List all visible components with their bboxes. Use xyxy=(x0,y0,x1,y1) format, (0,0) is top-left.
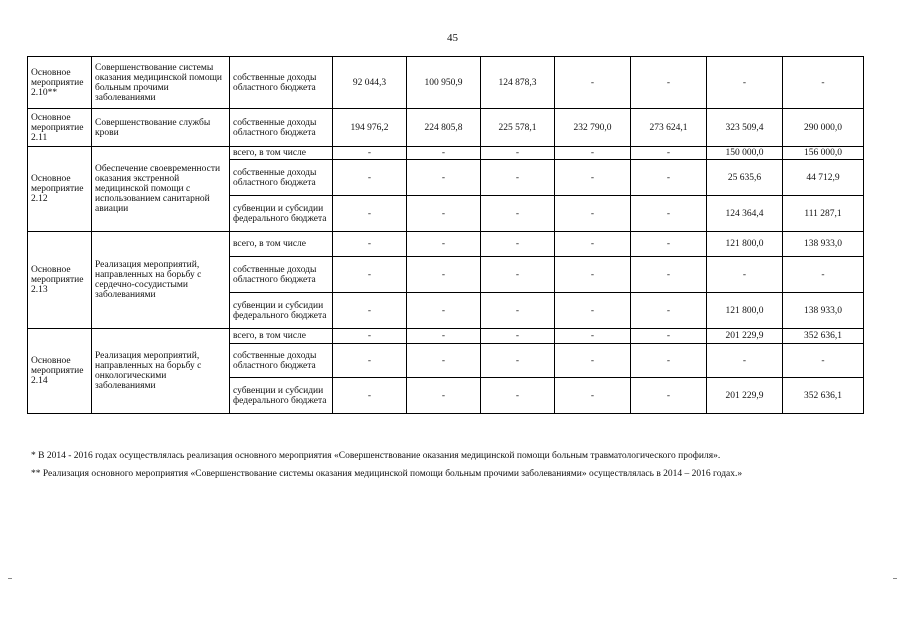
value-cell: - xyxy=(481,257,555,293)
table-row xyxy=(28,147,864,160)
scan-mark-left xyxy=(8,578,12,579)
measure-code: Основное мероприятие 2.12 xyxy=(28,147,92,232)
value-cell: - xyxy=(555,147,631,160)
funding-source: собственные доходы областного бюджета xyxy=(230,257,333,293)
value-cell: 225 578,1 xyxy=(481,109,555,147)
value-cell: - xyxy=(631,257,707,293)
value-cell: 201 229,9 xyxy=(707,329,783,344)
value-cell: - xyxy=(333,329,407,344)
value-cell: - xyxy=(481,378,555,414)
measure-code: Основное мероприятие 2.10** xyxy=(28,57,92,109)
funding-source: субвенции и субсидии федерального бюджета xyxy=(230,293,333,329)
measure-code: Основное мероприятие 2.14 xyxy=(28,329,92,414)
value-cell: 111 287,1 xyxy=(783,196,864,232)
value-cell: 92 044,3 xyxy=(333,57,407,109)
value-cell: - xyxy=(631,378,707,414)
value-cell: - xyxy=(631,329,707,344)
table-row xyxy=(28,57,864,109)
value-cell: - xyxy=(407,344,481,378)
page-number: 45 xyxy=(447,32,458,44)
measure-name: Совершенствование системы оказания медицинской помощи больным прочими заболеваниями xyxy=(92,57,230,109)
value-cell: 224 805,8 xyxy=(407,109,481,147)
value-cell: - xyxy=(407,329,481,344)
value-cell: - xyxy=(481,232,555,257)
footnote: * В 2014 - 2016 годах осуществлялась реализация основного мероприятия «Совершенствование оказания медицинской помощи больным травматологического профиля». xyxy=(31,451,721,461)
footnote: ** Реализация основного мероприятия «Совершенствование системы оказания медицинской помощи больным прочими заболеваниями» осуществлялась в 2014 – 2016 годах.» xyxy=(31,469,743,479)
value-cell: - xyxy=(407,196,481,232)
budget-table xyxy=(27,56,864,414)
funding-source: субвенции и субсидии федерального бюджета xyxy=(230,378,333,414)
value-cell: - xyxy=(555,378,631,414)
value-cell: 352 636,1 xyxy=(783,378,864,414)
value-cell: - xyxy=(407,160,481,196)
value-cell: - xyxy=(333,293,407,329)
value-cell: - xyxy=(555,329,631,344)
value-cell: - xyxy=(707,344,783,378)
value-cell: - xyxy=(707,57,783,109)
table-row xyxy=(28,329,864,344)
value-cell: - xyxy=(333,257,407,293)
value-cell: 290 000,0 xyxy=(783,109,864,147)
measure-name: Обеспечение своевременности оказания экстренной медицинской помощи с использованием санитарной авиации xyxy=(92,147,230,232)
value-cell: - xyxy=(333,160,407,196)
footnotes xyxy=(31,450,871,486)
value-cell: - xyxy=(707,257,783,293)
value-cell: 150 000,0 xyxy=(707,147,783,160)
value-cell: - xyxy=(333,378,407,414)
measure-name: Реализация мероприятий, направленных на борьбу с сердечно-сосудистыми заболеваниями xyxy=(92,232,230,329)
value-cell: 273 624,1 xyxy=(631,109,707,147)
value-cell: - xyxy=(481,147,555,160)
value-cell: 124 364,4 xyxy=(707,196,783,232)
value-cell: 121 800,0 xyxy=(707,232,783,257)
value-cell: 201 229,9 xyxy=(707,378,783,414)
funding-source: субвенции и субсидии федерального бюджета xyxy=(230,196,333,232)
measure-code: Основное мероприятие 2.13 xyxy=(28,232,92,329)
value-cell: 232 790,0 xyxy=(555,109,631,147)
value-cell: - xyxy=(631,147,707,160)
funding-source: собственные доходы областного бюджета xyxy=(230,160,333,196)
scan-mark-right xyxy=(893,578,897,579)
funding-source: всего, в том числе xyxy=(230,329,333,344)
measure-code: Основное мероприятие 2.11 xyxy=(28,109,92,147)
value-cell: - xyxy=(481,160,555,196)
value-cell: - xyxy=(555,293,631,329)
value-cell: - xyxy=(783,57,864,109)
value-cell: - xyxy=(407,293,481,329)
value-cell: 352 636,1 xyxy=(783,329,864,344)
value-cell: - xyxy=(407,257,481,293)
value-cell: 44 712,9 xyxy=(783,160,864,196)
value-cell: 323 509,4 xyxy=(707,109,783,147)
value-cell: 25 635,6 xyxy=(707,160,783,196)
value-cell: - xyxy=(555,57,631,109)
funding-source: всего, в том числе xyxy=(230,232,333,257)
value-cell: - xyxy=(481,329,555,344)
value-cell: - xyxy=(555,257,631,293)
value-cell: - xyxy=(481,293,555,329)
value-cell: 138 933,0 xyxy=(783,232,864,257)
value-cell: - xyxy=(555,344,631,378)
funding-source: собственные доходы областного бюджета xyxy=(230,109,333,147)
value-cell: 138 933,0 xyxy=(783,293,864,329)
value-cell: - xyxy=(407,232,481,257)
value-cell: - xyxy=(555,232,631,257)
funding-source: собственные доходы областного бюджета xyxy=(230,57,333,109)
value-cell: - xyxy=(333,232,407,257)
value-cell: - xyxy=(783,344,864,378)
value-cell: 194 976,2 xyxy=(333,109,407,147)
value-cell: 156 000,0 xyxy=(783,147,864,160)
measure-name: Реализация мероприятий, направленных на борьбу с онкологическими заболеваниями xyxy=(92,329,230,414)
value-cell: - xyxy=(631,232,707,257)
value-cell: - xyxy=(631,160,707,196)
value-cell: - xyxy=(333,196,407,232)
table-row xyxy=(28,232,864,257)
value-cell: - xyxy=(783,257,864,293)
value-cell: - xyxy=(631,196,707,232)
value-cell: - xyxy=(631,57,707,109)
value-cell: - xyxy=(481,196,555,232)
value-cell: - xyxy=(631,293,707,329)
funding-source: собственные доходы областного бюджета xyxy=(230,344,333,378)
value-cell: - xyxy=(407,378,481,414)
value-cell: - xyxy=(481,344,555,378)
value-cell: - xyxy=(631,344,707,378)
table-row xyxy=(28,109,864,147)
value-cell: - xyxy=(555,196,631,232)
value-cell: - xyxy=(555,160,631,196)
value-cell: - xyxy=(333,147,407,160)
value-cell: - xyxy=(407,147,481,160)
funding-source: всего, в том числе xyxy=(230,147,333,160)
value-cell: 100 950,9 xyxy=(407,57,481,109)
measure-name: Совершенствование службы крови xyxy=(92,109,230,147)
value-cell: 121 800,0 xyxy=(707,293,783,329)
value-cell: 124 878,3 xyxy=(481,57,555,109)
value-cell: - xyxy=(333,344,407,378)
